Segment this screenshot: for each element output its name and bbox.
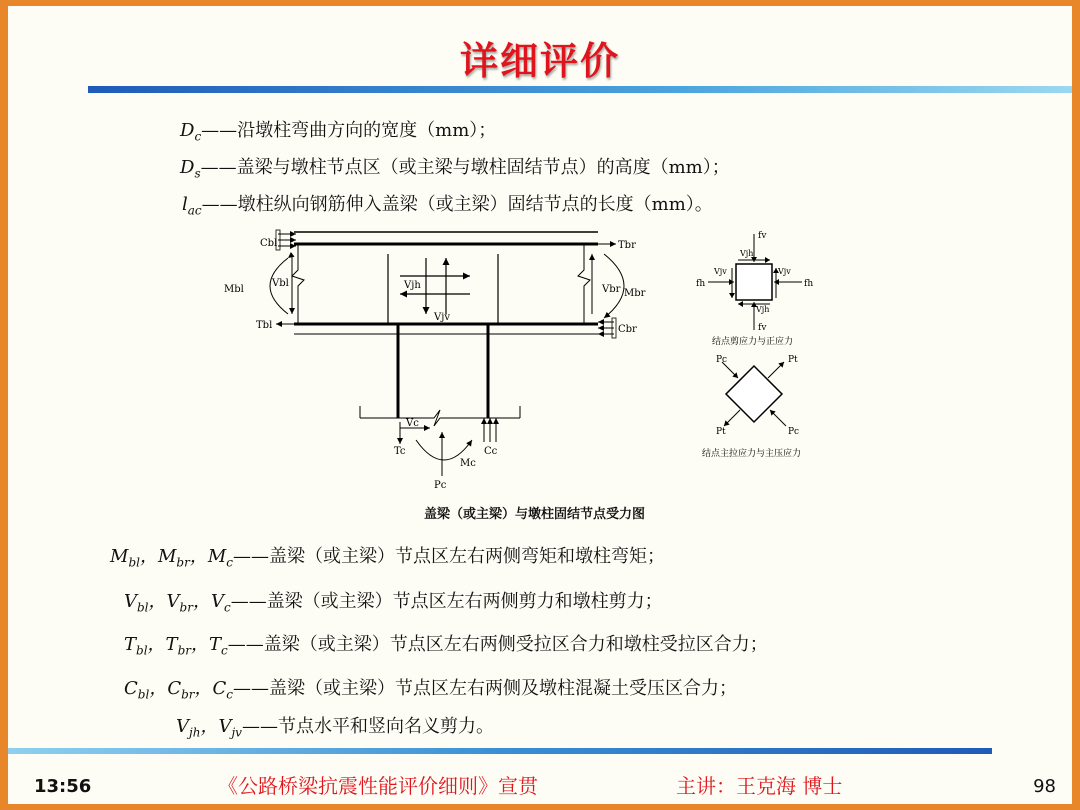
label-fv-top: fv [758, 231, 767, 241]
definition-shears: $V_{bl}$，$V_{br}$，$V_c——$盖梁（或主梁）节点区左右两侧剪力和墩柱剪力； [124, 591, 663, 615]
label-pt-top: Pt [788, 355, 798, 365]
principal-stress-diagram [694, 348, 830, 460]
label-vjv: Vjv [434, 312, 450, 323]
label-fv-bottom: fv [758, 323, 767, 333]
slide [8, 6, 1072, 804]
label-vbr: Vbr [602, 284, 621, 295]
label-vjh-bottom: Vjh [756, 305, 770, 314]
definition-joint-shears: $V_{jh}$，$V_{jv}——$节点水平和竖向名义剪力。 [176, 716, 494, 740]
label-mbr: Mbr [624, 288, 646, 299]
definition-tensions: $T_{bl}$，$T_{br}$，$T_c——$盖梁（或主梁）节点区左右两侧受拉区合力和墩柱受拉区合力； [124, 634, 768, 658]
label-cc: Cc [484, 446, 498, 457]
footer-time: 13:56 [34, 776, 92, 797]
footer-lecturer: 主讲：王克海 博士 [676, 774, 843, 798]
principal-stress-caption: 结点主拉应力与主压应力 [702, 449, 802, 459]
slide-title: 详细评价 [459, 39, 620, 83]
label-cbl: Cbl [260, 238, 278, 249]
label-pc-bottom: Pc [788, 427, 800, 437]
label-vjh: Vjh [404, 280, 421, 291]
label-vjv-right: Vjv [778, 267, 791, 276]
stress-element-caption: 结点剪应力与正应力 [712, 337, 794, 347]
label-cbr: Cbr [618, 324, 637, 335]
label-vbl: Vbl [272, 278, 289, 289]
definition-moments: $M_{bl}$，$M_{br}$，$M_c——$盖梁（或主梁）节点区左右两侧弯矩和墩柱弯矩； [110, 546, 665, 570]
top-divider [88, 86, 1072, 93]
label-fh-left: fh [696, 279, 706, 289]
label-tc: Tc [394, 446, 406, 457]
page-number: 98 [1033, 776, 1056, 797]
label-mc: Mc [460, 458, 476, 469]
label-fh-right: fh [804, 279, 814, 289]
definition-ds: $D_s——$盖梁与墩柱节点区（或主梁与墩柱固结节点）的高度（mm）； [180, 157, 730, 181]
bottom-divider [8, 748, 992, 754]
label-tbl: Tbl [256, 320, 273, 331]
joint-force-diagram [208, 222, 648, 502]
label-vc: Vc [406, 418, 419, 429]
label-pc-top: Pc [716, 355, 728, 365]
definition-dc: $D_c——$沿墩柱弯曲方向的宽度（mm）； [180, 120, 497, 144]
label-vjh-top: Vjh [740, 249, 754, 258]
footer-course-title: 《公路桥梁抗震性能评价细则》宣贯 [218, 774, 538, 798]
definition-lac: $l_{ac}——$墩柱纵向钢筋伸入盖梁（或主梁）固结节点的长度（mm）。 [182, 194, 713, 218]
figure-caption: 盖梁（或主梁）与墩柱固结节点受力图 [424, 507, 646, 522]
stress-element-diagram [686, 224, 826, 348]
definition-compressions: $C_{bl}$，$C_{br}$，$C_c——$盖梁（或主梁）节点区左右两侧及墩柱混凝土受压区合力； [124, 678, 738, 702]
label-mbl: Mbl [224, 284, 244, 295]
label-pc: Pc [434, 480, 447, 491]
label-vjv-left: Vjv [714, 267, 727, 276]
label-tbr: Tbr [618, 240, 636, 251]
label-pt-bottom: Pt [716, 427, 726, 437]
